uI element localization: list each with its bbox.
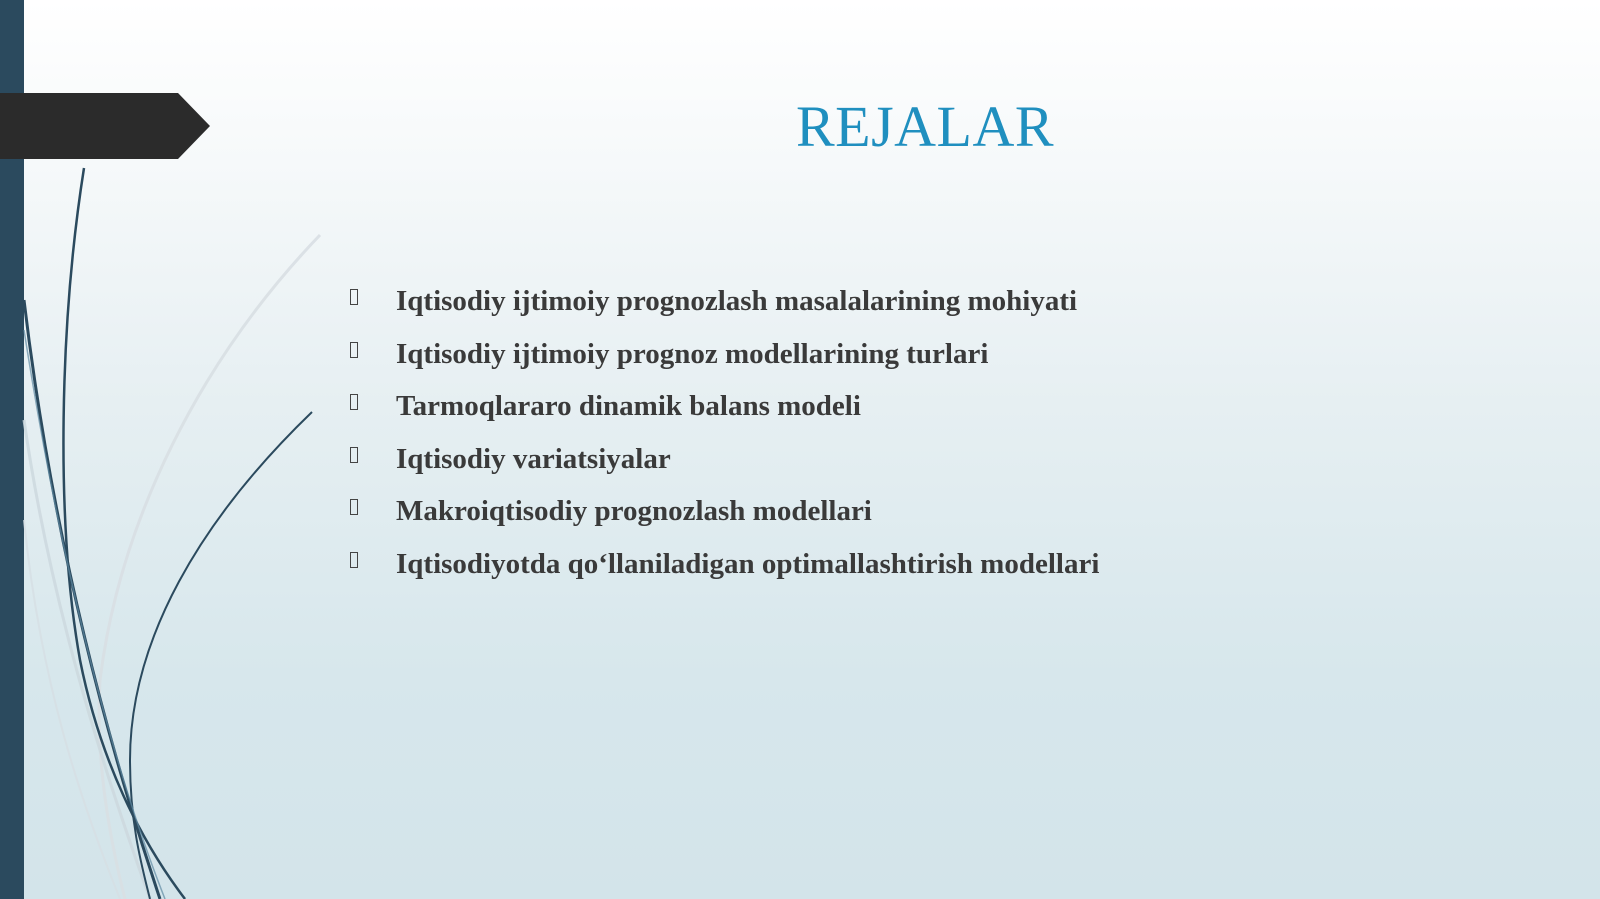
- bullet-icon: [350, 552, 358, 568]
- bullet-icon: [350, 342, 358, 358]
- bullet-icon: [350, 499, 358, 515]
- list-item-text: Tarmoqlararo dinamik balans modeli: [396, 390, 861, 423]
- list-item-text: Iqtisodiy variatsiyalar: [396, 442, 671, 475]
- bullet-icon: [350, 394, 358, 410]
- slide-title: REJALAR: [795, 94, 1055, 159]
- bullet-icon: [350, 289, 358, 305]
- bullet-icon: [350, 447, 358, 463]
- list-item-text: Iqtisodiyotda qo‘llaniladigan optimallashtirish modellari: [396, 547, 1100, 580]
- list-item-text: Iqtisodiy ijtimoiy prognoz modellarining turlari: [396, 337, 989, 370]
- list-item-text: Makroiqtisodiy prognozlash modellari: [396, 495, 872, 528]
- title-arrow-tab: [0, 93, 210, 159]
- list-item-text: Iqtisodiy ijtimoiy prognozlash masalalarining mohiyati: [396, 285, 1078, 317]
